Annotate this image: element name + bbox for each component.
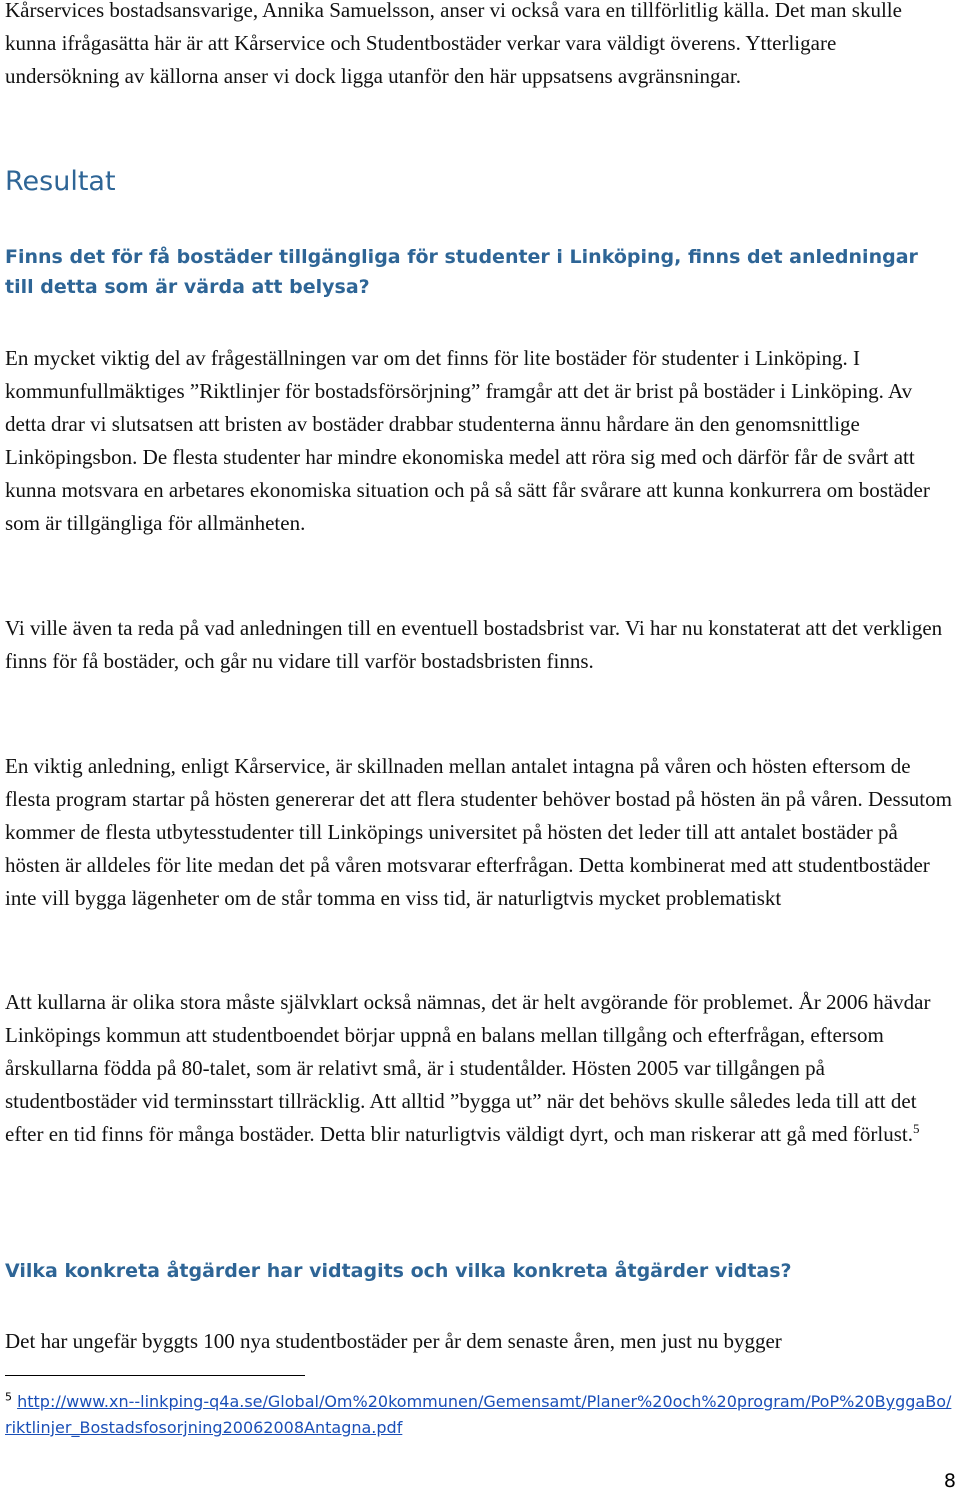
paragraph-4: [5, 986, 955, 1151]
research-question-2: Vilka konkreta åtgärder har vidtagits och vilka konkreta åtgärder vidtas?: [5, 1260, 792, 1282]
paragraph-5: Det har ungefär byggts 100 nya studentbostäder per år dem senaste åren, men just nu bygger: [5, 1329, 782, 1353]
footnote-number: 5: [5, 1390, 12, 1404]
intro-paragraph: Kårservices bostadsansvarige, Annika Samuelsson, anser vi också vara en tillförlitlig källa. Det man skulle kunna ifrågasätta här är att Kårservice och Studentbostäder verkar vara väldigt överens. Ytterligare undersökning av källorna anser vi dock ligga utanför den här uppsatsens avgränsningar.: [5, 0, 902, 88]
footnote-separator: [5, 1375, 305, 1376]
footnote-link[interactable]: http://www.xn--linkping-q4a.se/Global/Om%20kommunen/Gemensamt/Planer%20och%20program/PoP%20ByggaBo/riktlinjer_Bostadsfosorjning20062008Antagna.pdf: [5, 1392, 952, 1437]
paragraph-3: En viktig anledning, enligt Kårservice, är skillnaden mellan antalet intagna på våren och hösten eftersom de flesta program startar på hösten genererar det att flera studenter behöver bostad på hösten än på våren. Dessutom kommer de flesta utbytesstudenter till Linköpings universitet på hösten det leder till att antalet bostäder på hösten är alldeles för lite medan det på våren motsvarar efterfrågan. Detta kombinerat med att studentbostäder inte vill bygga lägenheter om de står tomma en viss tid, är naturligtvis mycket problematiskt: [5, 754, 952, 910]
section-title: Resultat: [5, 166, 116, 197]
footnote: [5, 1389, 957, 1441]
page-number: 8: [943, 1470, 956, 1492]
paragraph-1: En mycket viktig del av frågeställningen var om det finns för lite bostäder för studenter i Linköping. I kommunfullmäktiges ”Riktlinjer för bostadsförsörjning” framgår att det är brist på bostäder i Linköping. Av detta drar vi slutsatsen att bristen av bostäder drabbar studenterna ännu hårdare än den genomsnittlige Linköpingsbon. De flesta studenter har mindre ekonomiska medel att röra sig med och därför får de svårt att kunna motsvara en arbetares ekonomiska situation och på så sätt får svårare att kunna konkurrera om bostäder som är tillgängliga för allmänheten.: [5, 346, 930, 535]
research-question-1: Finns det för få bostäder tillgängliga för studenter i Linköping, finns det anledningar till detta som är värda att belysa?: [5, 246, 918, 298]
paragraph-2: Vi ville även ta reda på vad anledningen till en eventuell bostadsbrist var. Vi har nu konstaterat att det verkligen finns för få bostäder, och går nu vidare till varför bostadsbristen finns.: [5, 616, 943, 673]
footnote-reference[interactable]: 5: [913, 1121, 920, 1136]
paragraph-4-text: Att kullarna är olika stora måste självklart också nämnas, det är helt avgörande för problemet. År 2006 hävdar Linköpings kommun att studentboendet börjar uppnå en balans mellan tillgång och efterfrågan, eftersom årskullarna födda på 80-talet, som är relativt små, är i studentålder. Hösten 2005 var tillgången på studentbostäder vid terminsstart tillräcklig. Att alltid ”bygga ut” när det behövs skulle således leda till att det efter en tid finns för många bostäder. Detta blir naturligtvis väldigt dyrt, och man riskerar att gå med förlust.: [5, 990, 931, 1146]
